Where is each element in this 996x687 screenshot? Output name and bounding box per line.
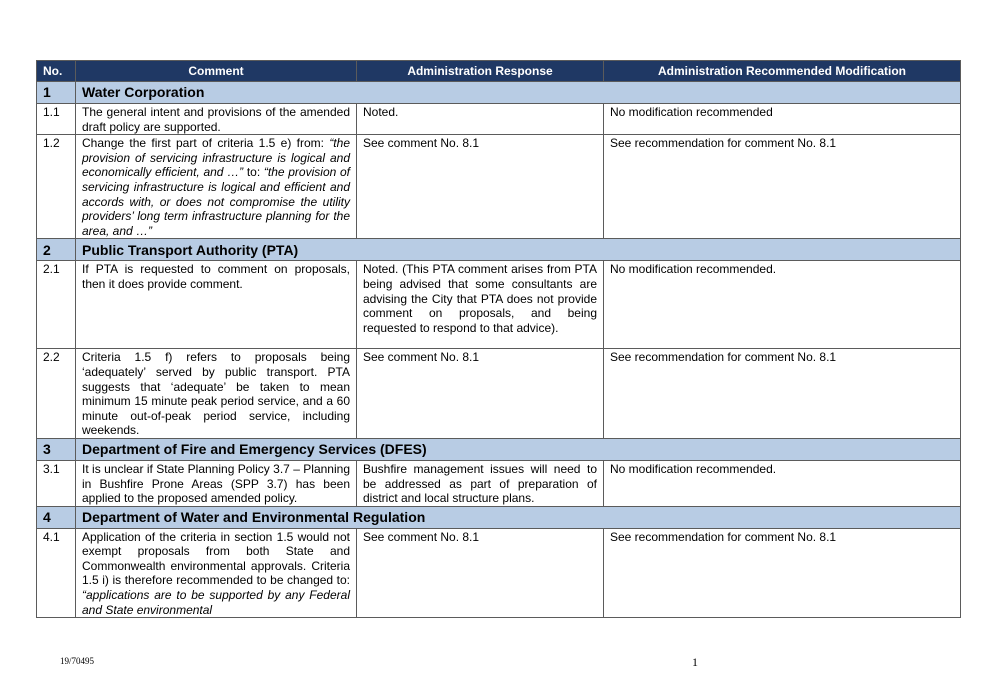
comment-quote: “the provision of servicing infrastructure is logical and efficient and accords with, or does not compromise the utility providers’ long term infrastructure planning for the area, and …” xyxy=(82,165,350,238)
row-response: Bushfire management issues will need to be addressed as part of preparation of district and local structure plans. xyxy=(357,460,604,506)
submissions-table xyxy=(36,60,961,618)
section-number: 3 xyxy=(37,438,76,460)
section-title: Public Transport Authority (PTA) xyxy=(76,239,961,261)
row-number: 3.1 xyxy=(37,460,76,506)
header-no: No. xyxy=(37,61,76,82)
row-response: See comment No. 8.1 xyxy=(357,135,604,239)
row-response: See comment No. 8.1 xyxy=(357,349,604,439)
document-reference: 19/70495 xyxy=(60,656,95,666)
header-row xyxy=(37,61,961,82)
table-row xyxy=(37,261,961,349)
section-number: 1 xyxy=(37,82,76,104)
table-row xyxy=(37,135,961,239)
page-number: 1 xyxy=(692,655,698,669)
row-response: See comment No. 8.1 xyxy=(357,528,604,618)
row-comment: It is unclear if State Planning Policy 3.7 – Planning in Bushfire Prone Areas (SPP 3.7) has been applied to the proposed amended policy. xyxy=(76,460,357,506)
section-title: Water Corporation xyxy=(76,82,961,104)
section-title: Department of Fire and Emergency Services (DFES) xyxy=(76,438,961,460)
table-row xyxy=(37,528,961,618)
row-modification: See recommendation for comment No. 8.1 xyxy=(604,528,961,618)
comment-text: Change the first part of criteria 1.5 e) from: xyxy=(82,136,330,151)
section-number: 4 xyxy=(37,506,76,528)
comment-text: to: xyxy=(243,165,264,180)
row-comment xyxy=(76,528,357,618)
table-row xyxy=(37,460,961,506)
row-comment: The general intent and provisions of the amended draft policy are supported. xyxy=(76,104,357,135)
table-row xyxy=(37,349,961,439)
row-modification: See recommendation for comment No. 8.1 xyxy=(604,349,961,439)
row-number: 1.1 xyxy=(37,104,76,135)
section-row xyxy=(37,438,961,460)
row-number: 2.1 xyxy=(37,261,76,349)
comment-quote: “the provision of servicing infrastructure is logical and economically efficient, and …” xyxy=(82,136,350,180)
header-comment: Comment xyxy=(76,61,357,82)
row-number: 2.2 xyxy=(37,349,76,439)
row-modification: No modification recommended xyxy=(604,104,961,135)
header-response: Administration Response xyxy=(357,61,604,82)
row-comment xyxy=(76,135,357,239)
row-modification: See recommendation for comment No. 8.1 xyxy=(604,135,961,239)
row-number: 1.2 xyxy=(37,135,76,239)
comment-quote: “applications are to be supported by any Federal and State environmental xyxy=(82,588,350,617)
row-response: Noted. xyxy=(357,104,604,135)
row-modification: No modification recommended. xyxy=(604,261,961,349)
comment-text: Application of the criteria in section 1.5 would not exempt proposals from both State and Commonwealth environmental approvals. Criteria 1.5 i) is therefore recommended to be changed to: xyxy=(82,529,350,588)
row-comment: If PTA is requested to comment on proposals, then it does provide comment. xyxy=(76,261,357,349)
section-row xyxy=(37,82,961,104)
row-number: 4.1 xyxy=(37,528,76,618)
row-response: Noted. (This PTA comment arises from PTA being advised that some consultants are advising the City that PTA does not provide comment on proposals, and being requested to respond to that advice). xyxy=(357,261,604,349)
section-row xyxy=(37,239,961,261)
section-number: 2 xyxy=(37,239,76,261)
section-row xyxy=(37,506,961,528)
row-modification: No modification recommended. xyxy=(604,460,961,506)
header-modification: Administration Recommended Modification xyxy=(604,61,961,82)
table-row xyxy=(37,104,961,135)
row-comment: Criteria 1.5 f) refers to proposals being ‘adequately’ served by public transport. PTA suggests that ‘adequate’ be taken to mean minimum 15 minute peak period service, and a 60 minute out-of-peak period service, including weekends. xyxy=(76,349,357,439)
section-title: Department of Water and Environmental Regulation xyxy=(76,506,961,528)
